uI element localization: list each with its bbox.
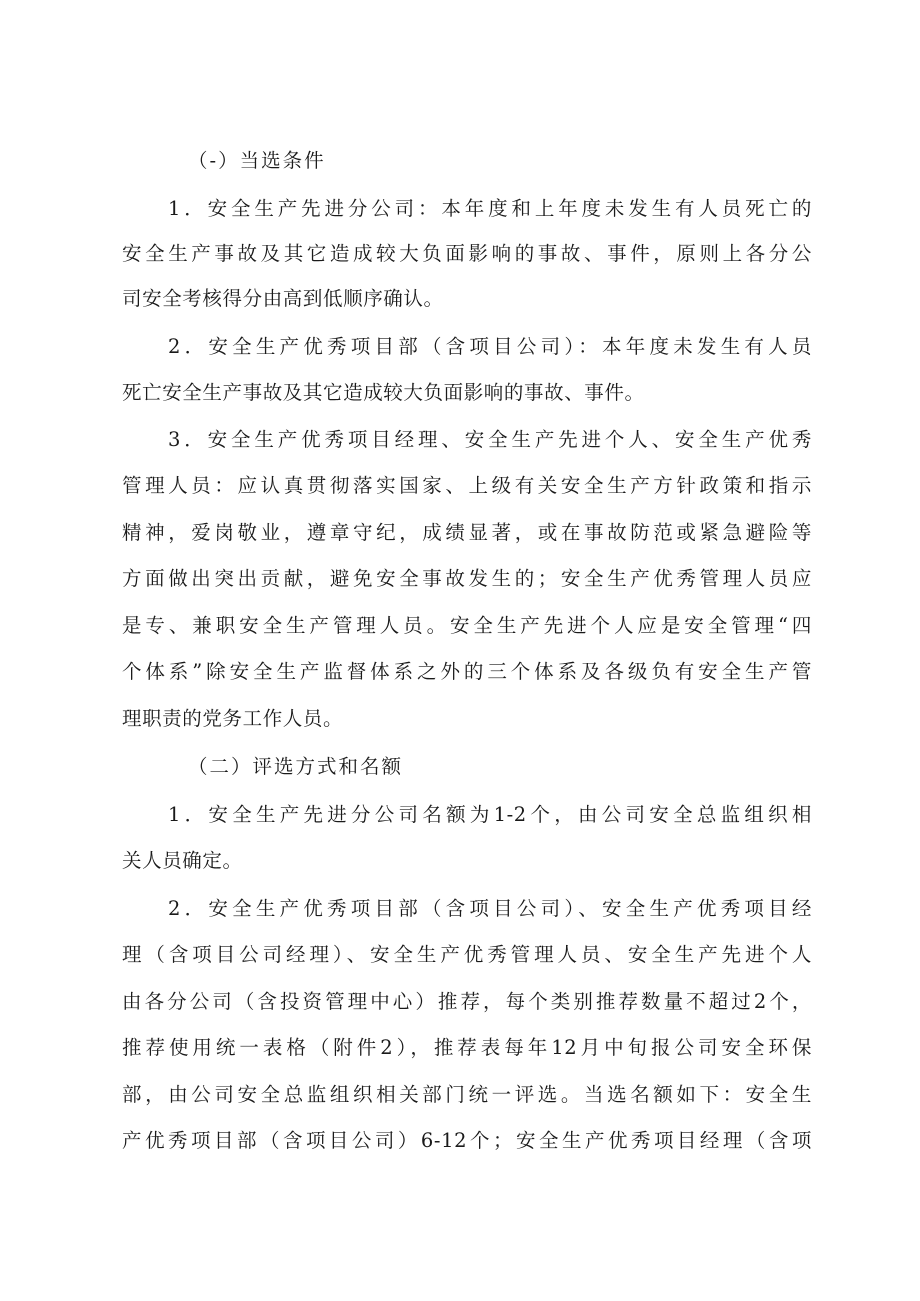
paragraph-line: 1．安全生产先进分公司名额为1-2个，由公司安全总监组织相 [168,803,812,826]
paragraph-line: 理（含项目公司经理）、安全生产优秀管理人员、安全生产先进个人 [122,943,812,966]
paragraph-line: 个体系”除安全生产监督体系之外的三个体系及各级负有安全生产管 [122,660,812,683]
paragraph-line: 司安全考核得分由高到低顺序确认。 [122,287,444,310]
paragraph-line: 推荐使用统一表格（附件2），推荐表每年12月中旬报公司安全环保 [122,1036,812,1059]
paragraph-line: 精神，爱岗敬业，遵章守纪，成绩显著，或在事故防范或紧急避险等 [122,521,812,544]
section-heading-selection-conditions: （-）当选条件 [188,149,326,172]
paragraph-line: 死亡安全生产事故及其它造成较大负面影响的事故、事件。 [122,381,645,404]
paragraph-line: 产优秀项目部（含项目公司）6-12个；安全生产优秀项目经理（含项 [122,1129,812,1152]
paragraph-line: 2．安全生产优秀项目部（含项目公司）、安全生产优秀项目经 [168,897,812,920]
paragraph-line: 部，由公司安全总监组织相关部门统一评选。当选名额如下：安全生 [122,1083,812,1106]
paragraph-line: 理职责的党务工作人员。 [122,707,344,730]
section-heading-selection-method: （二）评选方式和名额 [188,755,404,778]
paragraph-line: 3．安全生产优秀项目经理、安全生产先进个人、安全生产优秀 [168,428,812,451]
paragraph-line: 关人员确定。 [122,849,243,872]
paragraph-line: 方面做出突出贡献，避免安全事故发生的；安全生产优秀管理人员应 [122,567,812,590]
paragraph-line: 是专、兼职安全生产管理人员。安全生产先进个人应是安全管理“四 [122,614,812,637]
paragraph-line: 2．安全生产优秀项目部（含项目公司）：本年度未发生有人员 [168,335,812,358]
paragraph-line: 1．安全生产先进分公司：本年度和上年度未发生有人员死亡的 [168,197,812,220]
paragraph-line: 由各分公司（含投资管理中心）推荐，每个类别推荐数量不超过2个， [122,990,812,1013]
paragraph-line: 安全生产事故及其它造成较大负面影响的事故、事件，原则上各分公 [122,242,812,265]
paragraph-line: 管理人员：应认真贯彻落实国家、上级有关安全生产方针政策和指示 [122,474,812,497]
